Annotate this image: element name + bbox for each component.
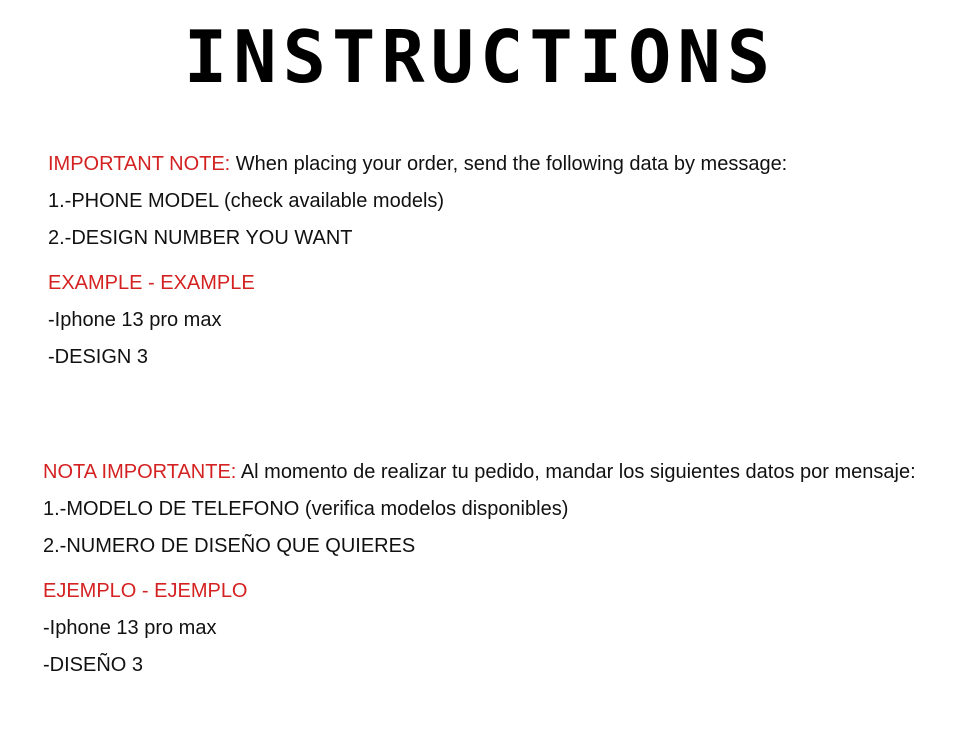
- example-phone: -Iphone 13 pro max: [48, 309, 222, 331]
- important-note-line: [48, 152, 787, 176]
- nota-importante-line: [43, 460, 916, 484]
- ejemplo-phone: -Iphone 13 pro max: [43, 617, 217, 639]
- nota-importante-text: Al momento de realizar tu pedido, mandar los siguientes datos por mensaje:: [236, 461, 916, 483]
- paso-modelo-telefono: 1.-MODELO DE TELEFONO (verifica modelos disponibles): [43, 498, 569, 520]
- important-note-text: When placing your order, send the following data by message:: [230, 153, 788, 175]
- english-instructions: [48, 152, 787, 369]
- ejemplo-label: EJEMPLO - EJEMPLO: [43, 580, 248, 602]
- ejemplo-design: -DISEÑO 3: [43, 654, 144, 676]
- spanish-instructions: [43, 460, 916, 677]
- step-design-number: 2.-DESIGN NUMBER YOU WANT: [48, 227, 353, 249]
- page-title: INSTRUCTIONS: [183, 15, 777, 99]
- example-label: EXAMPLE - EXAMPLE: [48, 272, 255, 294]
- nota-importante-label: NOTA IMPORTANTE:: [43, 461, 237, 483]
- example-design: -DESIGN 3: [48, 346, 149, 368]
- paso-numero-diseno: 2.-NUMERO DE DISEÑO QUE QUIERES: [43, 535, 416, 557]
- step-phone-model: 1.-PHONE MODEL (check available models): [48, 190, 445, 212]
- important-note-label: IMPORTANT NOTE:: [48, 153, 231, 175]
